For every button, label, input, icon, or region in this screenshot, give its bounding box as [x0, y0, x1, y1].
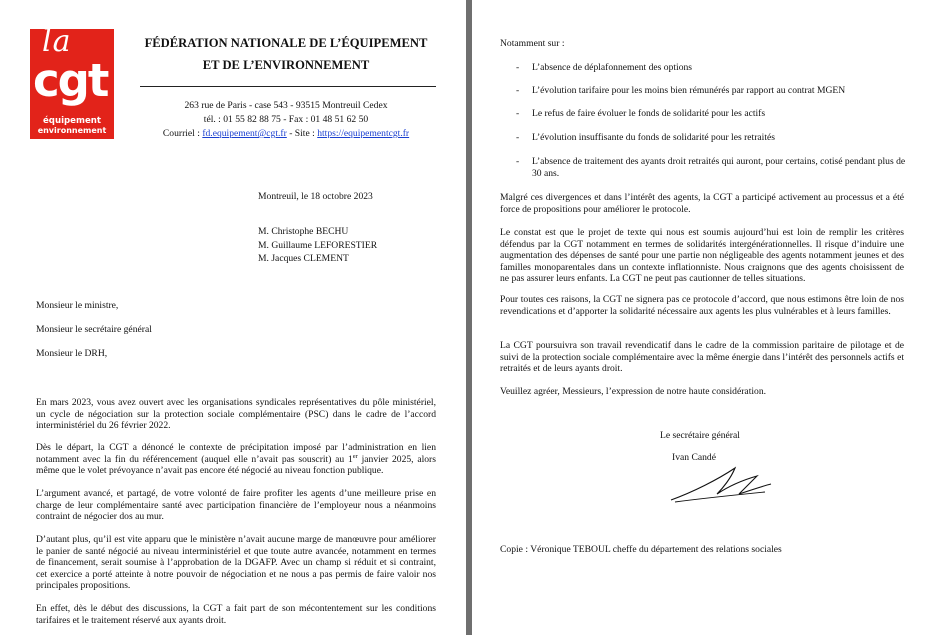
federation-name-line2: ET DE L’ENVIRONNEMENT: [202, 58, 370, 72]
email-link[interactable]: fd.equipement@cgt.fr: [202, 128, 287, 139]
salutation: Monsieur le ministre,: [36, 300, 119, 311]
paragraph: Pour toutes ces raisons, la CGT ne signera pas ce protocole d’accord, que nous estimons être loin de nos revendications et d’apporter la solidarité nécessaire aux agents les plus vulnérables et à leurs familles.: [500, 294, 904, 317]
site-label: - Site :: [286, 128, 318, 139]
closing-formula: Veuillez agréer, Messieurs, l’expression de notre haute considération.: [500, 386, 767, 397]
paragraph: L’argument avancé, et partagé, de votre volonté de faire profiter les agents d’une meilleure prise en charge de leur complémentaire santé avec participation financière de l’employeur nous a néanmoins contraint de négocier dos au mur.: [36, 488, 436, 523]
federation-contact: [132, 128, 440, 140]
paragraph: En mars 2023, vous avez ouvert avec les organisations syndicales représentatives du pôle ministériel, un cycle de négociation sur la protection sociale complémentaire (PSC) dans le cadre de l’accord interministériel du 26 février 2022.: [36, 397, 436, 432]
courriel-label: Courriel :: [162, 128, 203, 139]
cgt-logo: la cgt équipement environnement: [30, 29, 114, 139]
signer-title: Le secrétaire général: [660, 430, 740, 441]
handwritten-signature: [665, 462, 775, 507]
paragraph: En effet, dès le début des discussions, la CGT a fait part de son mécontentement sur les conditions tarifaires et le traitement réservé aux ayants droit.: [36, 603, 436, 626]
list-intro: Notamment sur :: [500, 38, 565, 49]
paragraph: Le constat est que le projet de texte qui nous est soumis aujourd’hui est loin de remplir les critères défendus par la CGT notamment en termes de solidarités intergénérationnelles. Il risque d’induire une augmentation des dépenses de santé pour une partie non négligeable des agents notamment jeunes et des familles monoparentales dans un contexte inflationniste. Nous craignons que des agents choisissent de ne pas assurer leurs enfants. La CGT ne peut pas cautionner de telles situations.: [500, 227, 904, 285]
recipient: M. Guillaume LEFORESTIER: [258, 240, 378, 251]
salutation: Monsieur le DRH,: [36, 348, 108, 359]
header-divider: [140, 86, 436, 87]
place-date: Montreuil, le 18 octobre 2023: [258, 191, 373, 202]
federation-phone: tél. : 01 55 82 88 75 - Fax : 01 48 51 62 50: [203, 114, 369, 125]
salutation: Monsieur le secrétaire général: [36, 324, 152, 335]
recipient: M. Christophe BECHU: [258, 226, 349, 237]
recipient: M. Jacques CLEMENT: [258, 253, 349, 264]
paragraph: D’autant plus, qu’il est vite apparu que le ministère n’avait aucune marge de manœuvre pour améliorer le panier de santé négocié au niveau interministériel et que toute autre avancée, notamment en termes de financement, serait soumise à l’approbation de la DGAFP. Avec un champ si réduit et si contraint, cet exercice a porté atteinte à notre pouvoir de négociation et ne nous a pas permis de faire valoir nos principales propositions.: [36, 534, 436, 592]
paragraph: La CGT poursuivra son travail revendicatif dans le cadre de la commission paritaire de pilotage et de suivi de la protection sociale complémentaire avec la même énergie dans l’intérêt des personnels actifs et retraités et de leurs ayants droit.: [500, 340, 904, 375]
website-link[interactable]: https://equipementcgt.fr: [317, 128, 410, 139]
paragraph: Dès le départ, la CGT a dénoncé le contexte de précipitation imposé par l’administration en lien notamment avec la fin du référencement (auquel elle n’avait pas souscrit) au 1er janvier 2025, alors même que le volet prévoyance n’avait pas encore été négocié au niveau fonction publique.: [36, 442, 436, 477]
copy-line: Copie : Véronique TEBOUL cheffe du département des relations sociales: [500, 544, 782, 555]
letter-page-1: [0, 0, 466, 635]
federation-name-line1: FÉDÉRATION NATIONALE DE L’ÉQUIPEMENT: [144, 36, 428, 50]
signer-name: Ivan Candé: [672, 452, 716, 463]
paragraph: Malgré ces divergences et dans l’intérêt des agents, la CGT a participé activement au processus et a été force de propositions pour améliorer le protocole.: [500, 192, 904, 215]
federation-address: 263 rue de Paris - case 543 - 93515 Montreuil Cedex: [184, 100, 388, 111]
